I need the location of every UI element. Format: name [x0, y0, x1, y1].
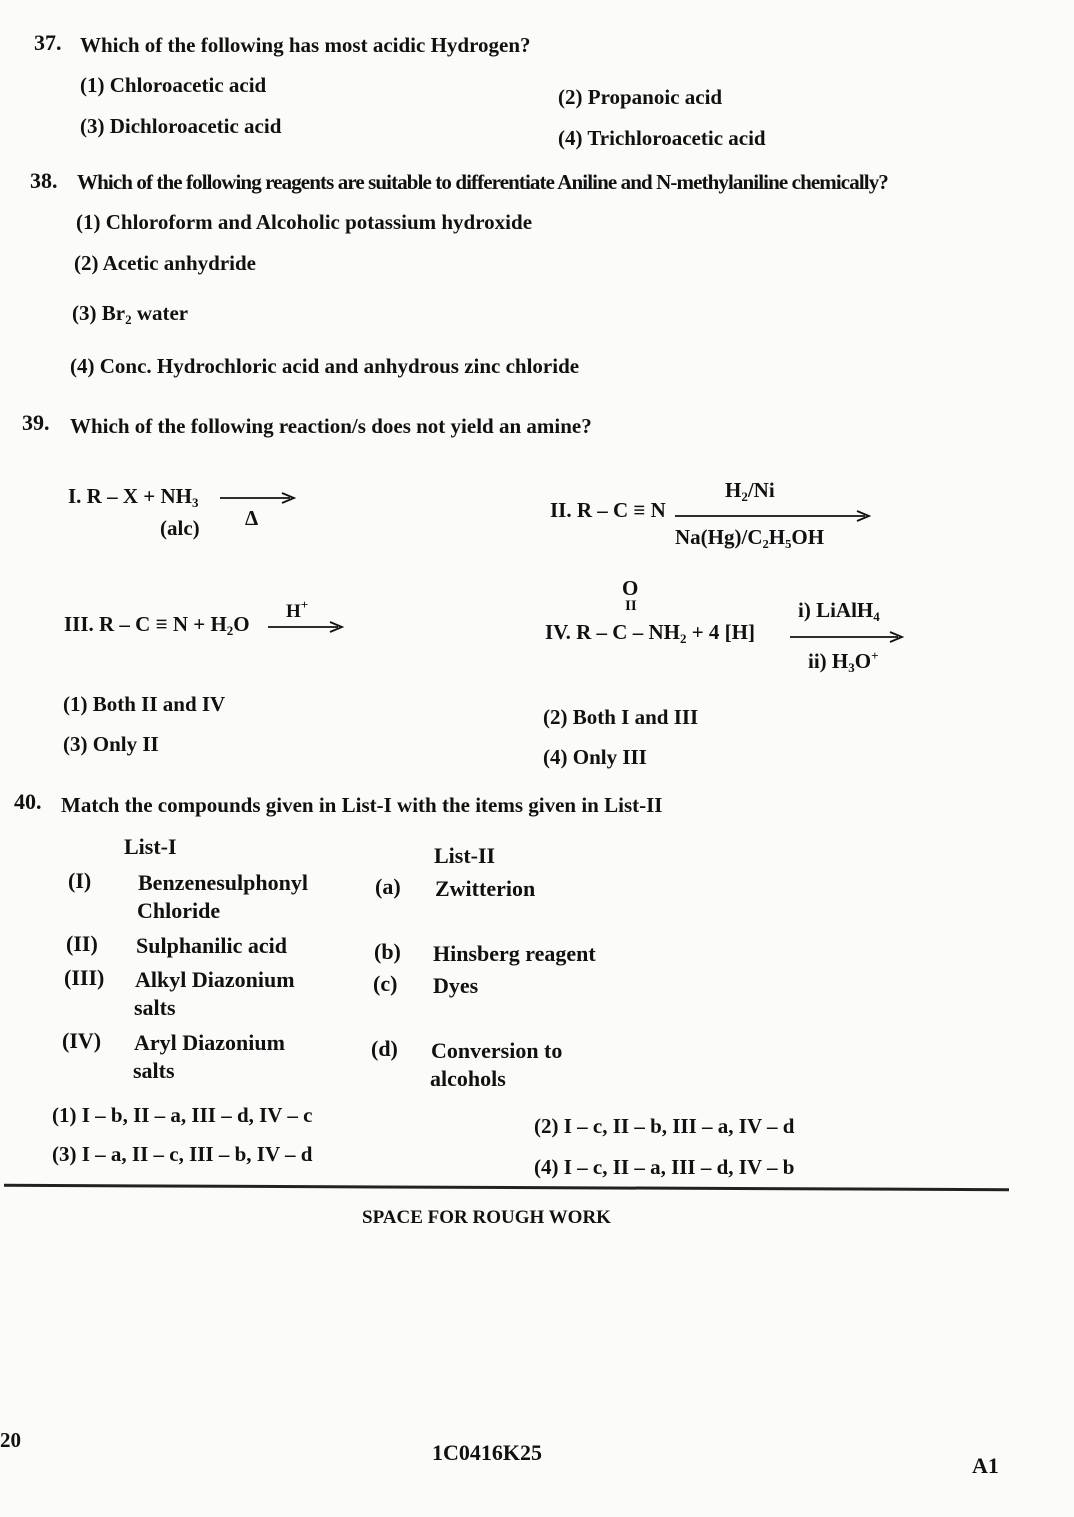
q37-number: 37.: [34, 30, 62, 55]
list-2-letter-d: (d): [371, 1036, 398, 1061]
set-code: A1: [972, 1453, 999, 1478]
list-2-item-b: Hinsberg reagent: [433, 941, 596, 966]
reaction-3-catalyst: H+: [286, 597, 309, 622]
q38-number: 38.: [30, 168, 58, 193]
q37-option-4: (4) Trichloroacetic acid: [558, 126, 766, 150]
list-2-letter-b: (b): [374, 939, 401, 964]
list-2-letter-a: (a): [375, 874, 401, 899]
booklet-code: 1C0416K25: [432, 1440, 542, 1465]
list-1-item-3-line-2: salts: [134, 995, 176, 1020]
q39-option-4: (4) Only III: [543, 745, 647, 769]
list-1-item-4-line-1: Aryl Diazonium: [134, 1030, 285, 1055]
list-2-item-a: Zwitterion: [435, 876, 536, 901]
reaction-4-double-bond: II: [625, 598, 637, 614]
reaction-1-arrow: [220, 491, 296, 505]
q39-number: 39.: [22, 410, 50, 435]
reaction-4-oxygen: O: [622, 576, 639, 600]
list-1-item-1-line-2: Chloride: [137, 898, 221, 923]
q40-option-1: (1) I – b, II – a, III – d, IV – c: [52, 1103, 313, 1127]
list-1-item-4-line-2: salts: [133, 1058, 175, 1083]
q40-option-3: (3) I – a, II – c, III – b, IV – d: [52, 1142, 313, 1166]
q39-text: Which of the following reaction/s does not yield an amine?: [70, 414, 592, 438]
q37-text: Which of the following has most acidic Hydrogen?: [80, 33, 531, 57]
list-2-item-c: Dyes: [433, 973, 479, 998]
q37-option-1: (1) Chloroacetic acid: [80, 73, 267, 97]
rough-work-label: SPACE FOR ROUGH WORK: [362, 1207, 611, 1228]
reaction-2-equation: II. R – C ≡ N: [550, 498, 666, 522]
reaction-1-heat: Δ: [245, 506, 259, 530]
reaction-4-equation: IV. $R - C - NH_2 + 4$ [H]: [545, 620, 756, 646]
q40-number: 40.: [14, 789, 42, 814]
q38-option-4: (4) Conc. Hydrochloric acid and anhydrous zinc chloride: [70, 354, 580, 378]
q39-option-2: (2) Both I and III: [543, 705, 699, 729]
list-2-header: List-II: [434, 843, 496, 868]
reaction-4-step-2: ii) $H_3O^+$: [808, 648, 879, 675]
q40-text: Match the compounds given in List-I with the items given in List-II: [61, 793, 663, 817]
rough-work-divider: [4, 1184, 1009, 1191]
reaction-2-reagent-bottom: Na(Hg)/C₂H₅OH: [675, 525, 825, 549]
reaction-1: [68, 484, 198, 511]
list-1-item-2: Sulphanilic acid: [136, 933, 288, 958]
list-2-letter-c: (c): [373, 971, 398, 996]
q40-option-4: (4) I – c, II – a, III – d, IV – b: [534, 1155, 795, 1179]
reaction-3-equation: III. $R - C \equiv N + H_2O$: [64, 612, 250, 638]
list-1-item-3-line-1: Alkyl Diazonium: [135, 967, 295, 992]
q38-text: Which of the following reagents are suitable to differentiate Aniline and N-methylaniline chemically?: [77, 170, 888, 194]
list-2-item-d-line-2: alcohols: [430, 1066, 506, 1091]
q38-option-2: (2) Acetic anhydride: [74, 251, 256, 275]
list-1-roman-2: (II): [66, 931, 98, 956]
q38-option-1: (1) Chloroform and Alcoholic potassium hydroxide: [76, 210, 533, 234]
reaction-1-equation: I. $R - X + NH_3$: [68, 484, 199, 510]
reaction-2-reagent-top: $H_2/Ni$: [725, 478, 775, 504]
reaction-2-arrow: [675, 509, 871, 523]
q39-option-3: (3) Only II: [63, 732, 159, 756]
reaction-4-step-1: i) LiAlH$_4$: [798, 598, 880, 624]
q38-option-3: (3) $Br_2$ water: [72, 301, 189, 327]
reaction-3-arrow: [268, 620, 344, 634]
list-1-header: List-I: [124, 834, 177, 859]
q39-option-1: (1) Both II and IV: [63, 692, 226, 716]
list-1-roman-3: (III): [64, 965, 105, 990]
q37-option-3: (3) Dichloroacetic acid: [80, 114, 282, 138]
list-1-roman-1: (I): [68, 868, 92, 893]
q40-option-2: (2) I – c, II – b, III – a, IV – d: [534, 1114, 795, 1138]
q37-option-2: (2) Propanoic acid: [558, 85, 723, 109]
reaction-4-arrow: [790, 630, 904, 644]
list-1-roman-4: (IV): [62, 1028, 102, 1053]
reaction-1-condition: (alc): [160, 516, 200, 540]
page-number: 20: [0, 1428, 21, 1452]
list-1-item-1-line-1: Benzenesulphonyl: [138, 870, 308, 895]
list-2-item-d-line-1: Conversion to: [431, 1038, 563, 1063]
